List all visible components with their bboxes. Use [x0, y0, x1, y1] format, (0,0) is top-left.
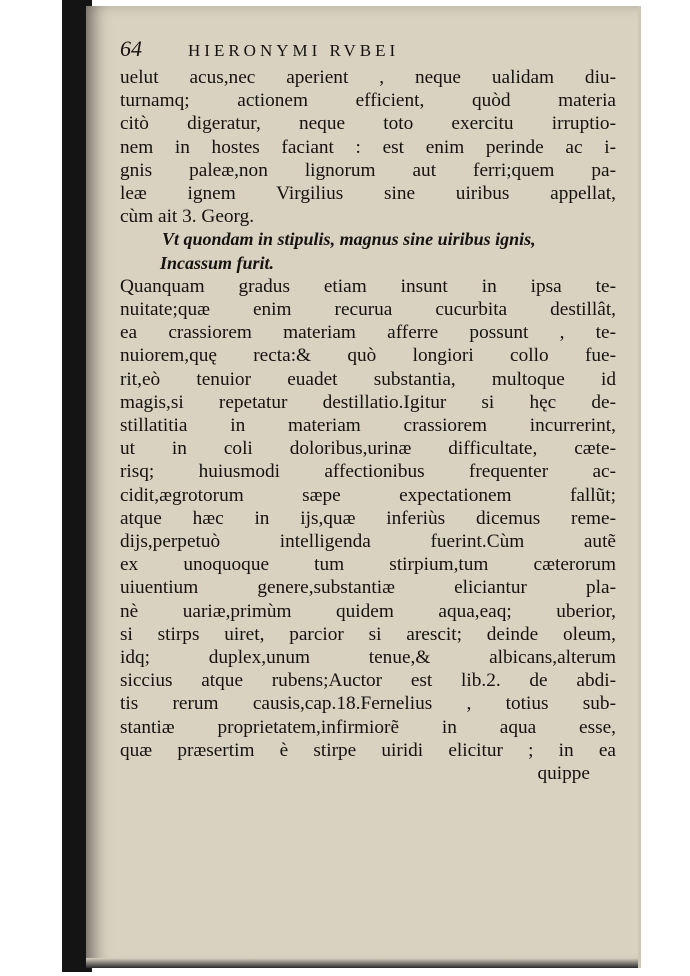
text-line: atque hæc in ijs,quæ inferiùs dicemus reme-	[120, 507, 616, 529]
paragraph-2	[120, 275, 616, 762]
text-line: nuitate;quæ enim recurua cucurbita destillât,	[120, 299, 616, 321]
quote-line: Vt quondam in stipulis, magnus sine uiribus ignis,	[162, 229, 536, 250]
text-line: cidit,ægrotorum sæpe expectationem fallũt;	[120, 484, 616, 506]
text-line: idq; duplex,unum tenue,& albicans,alterum	[120, 647, 616, 669]
quote-line: Incassum furit.	[160, 252, 275, 273]
page-header	[120, 36, 616, 66]
text-line: Quanquam gradus etiam insunt in ipsa te-	[120, 275, 616, 297]
page-text-block	[120, 36, 616, 785]
text-line: stillatitia in materiam crassiorem incurrerint,	[120, 415, 616, 437]
running-head: HIERONYMI RVBEI	[188, 41, 400, 60]
paragraph-1	[120, 66, 616, 228]
text-line: magis,si repetatur destillatio.Igitur si hęc de-	[120, 391, 616, 413]
page-number: 64	[120, 36, 142, 61]
text-line: stantiæ proprietatem,infirmiorẽ in aqua esse,	[120, 716, 616, 738]
text-line: risq; huiusmodi affectionibus frequenter ac-	[120, 461, 616, 483]
verse-quotation	[120, 228, 616, 274]
text-line: tis rerum causis,cap.18.Fernelius , totius sub-	[120, 693, 616, 715]
text-line: quæ præsertim è stirpe uiridi elicitur ; in ea	[120, 739, 616, 761]
text-line: siccius atque rubens;Auctor est lib.2. de abdi-	[120, 670, 616, 692]
text-line: nuiorem,quę recta:& quò longiori collo fue-	[120, 345, 616, 367]
text-line: cùm ait 3. Georg.	[120, 206, 255, 228]
text-line: ut in coli doloribus,urinæ difficultate, cæte-	[120, 438, 616, 460]
text-line: ex unoquoque tum stirpium,tum cæterorum	[120, 554, 616, 576]
text-line: turnamq; actionem efficient, quòd materia	[120, 90, 616, 112]
text-line: uiuentium genere,substantiæ eliciantur pla-	[120, 577, 616, 599]
text-line: si stirps uiret, parcior si arescit; deinde oleum,	[120, 623, 616, 645]
text-line: ea crassiorem materiam afferre possunt , te-	[120, 322, 616, 344]
text-line: citò digeratur, neque toto exercitu irruptio-	[120, 113, 616, 135]
text-line: nem in hostes faciant : est enim perinde ac i-	[120, 136, 616, 158]
catchword: quippe	[537, 763, 590, 785]
text-line: gnis paleæ,non lignorum aut ferri;quem pa-	[120, 159, 616, 181]
text-line: uelut acus,nec aperient , neque ualidam diu-	[120, 67, 616, 88]
text-line: dijs,perpetuò intelligenda fuerint.Cùm autẽ	[120, 531, 616, 553]
text-line: rit,eò tenuior euadet substantia, multoque id	[120, 368, 616, 390]
text-line: nè uariæ,primùm quidem aqua,eaq; uberior,	[120, 600, 616, 622]
text-line: leæ ignem Virgilius sine uiribus appellat,	[120, 183, 616, 205]
